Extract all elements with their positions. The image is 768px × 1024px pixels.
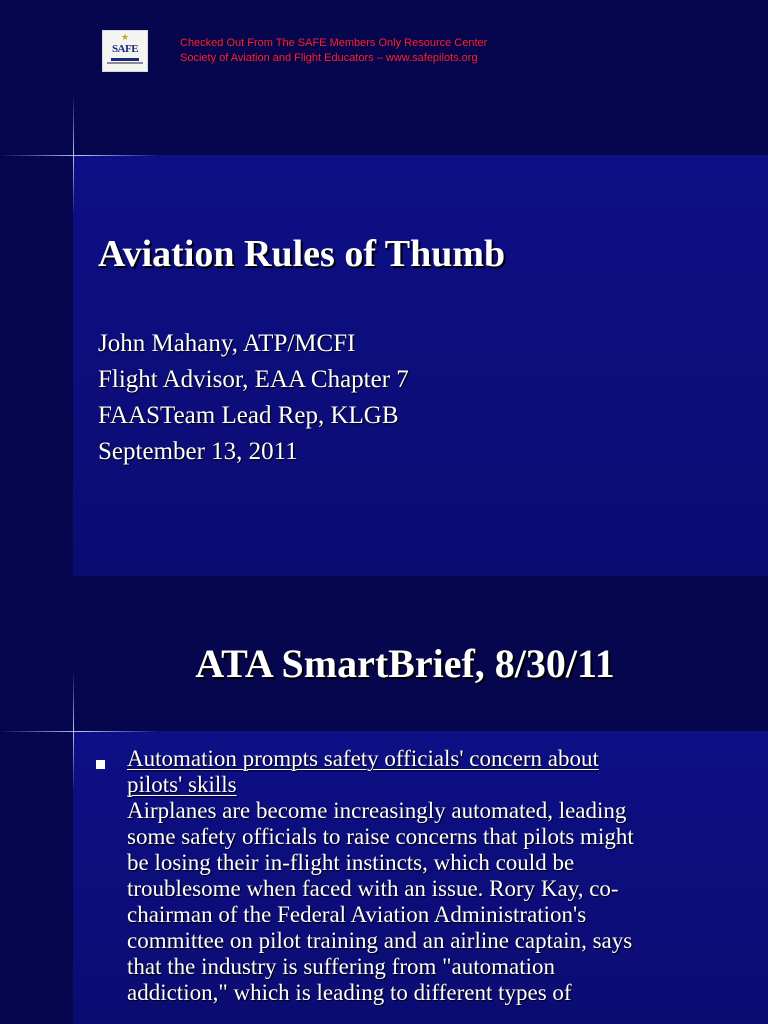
sparkle-vertical [73, 671, 74, 791]
star-icon: ★ [121, 33, 130, 43]
article-link[interactable]: pilots' skills [127, 772, 237, 797]
header-note-line-2: Society of Aviation and Flight Educators – www.safepilots.org [180, 52, 478, 64]
safe-logo-text: SAFE [111, 43, 139, 55]
article-link-line-1[interactable] [127, 746, 717, 772]
body-line: committee on pilot training and an airline captain, says [127, 928, 633, 953]
slide-2 [0, 576, 768, 1024]
bullet-text-block [127, 746, 717, 1006]
slide-2-title: ATA SmartBrief, 8/30/11 [195, 641, 615, 686]
slide-1-top-band [0, 0, 768, 155]
sparkle-horizontal [0, 731, 160, 732]
safe-logo [102, 30, 148, 72]
body-line: Airplanes are become increasingly automated, leading [127, 798, 627, 823]
body-line: troublesome when faced with an issue. Rory Kay, co- [127, 876, 619, 901]
bullet-square-icon [96, 760, 105, 769]
body-line: that the industry is suffering from "automation [127, 954, 556, 979]
slide-1-left-band [0, 155, 73, 576]
slide-1-title: Aviation Rules of Thumb [98, 233, 506, 275]
body-line: be losing their in-flight instincts, which could be [127, 850, 575, 875]
article-link-line-2[interactable] [127, 772, 717, 798]
body-line: chairman of the Federal Aviation Administration's [127, 902, 587, 927]
body-line: addiction," which is leading to different types of [127, 980, 572, 1005]
body-line: some safety officials to raise concerns that pilots might [127, 824, 634, 849]
logo-bar [111, 58, 139, 61]
sparkle-horizontal [0, 155, 160, 156]
header-note-line-1: Checked Out From The SAFE Members Only Resource Center [180, 37, 488, 49]
presenter-role: Flight Advisor, EAA Chapter 7 [98, 366, 409, 393]
presenter-name: John Mahany, ATP/MCFI [98, 330, 356, 357]
article-link[interactable]: Automation prompts safety officials' concern about [127, 746, 599, 771]
presenter-rep: FAASTeam Lead Rep, KLGB [98, 402, 399, 429]
logo-subline [107, 62, 143, 64]
slide-2-left-band [0, 731, 73, 1024]
presenter-info [98, 326, 409, 470]
sparkle-vertical [73, 95, 74, 215]
presentation-date: September 13, 2011 [98, 438, 298, 465]
